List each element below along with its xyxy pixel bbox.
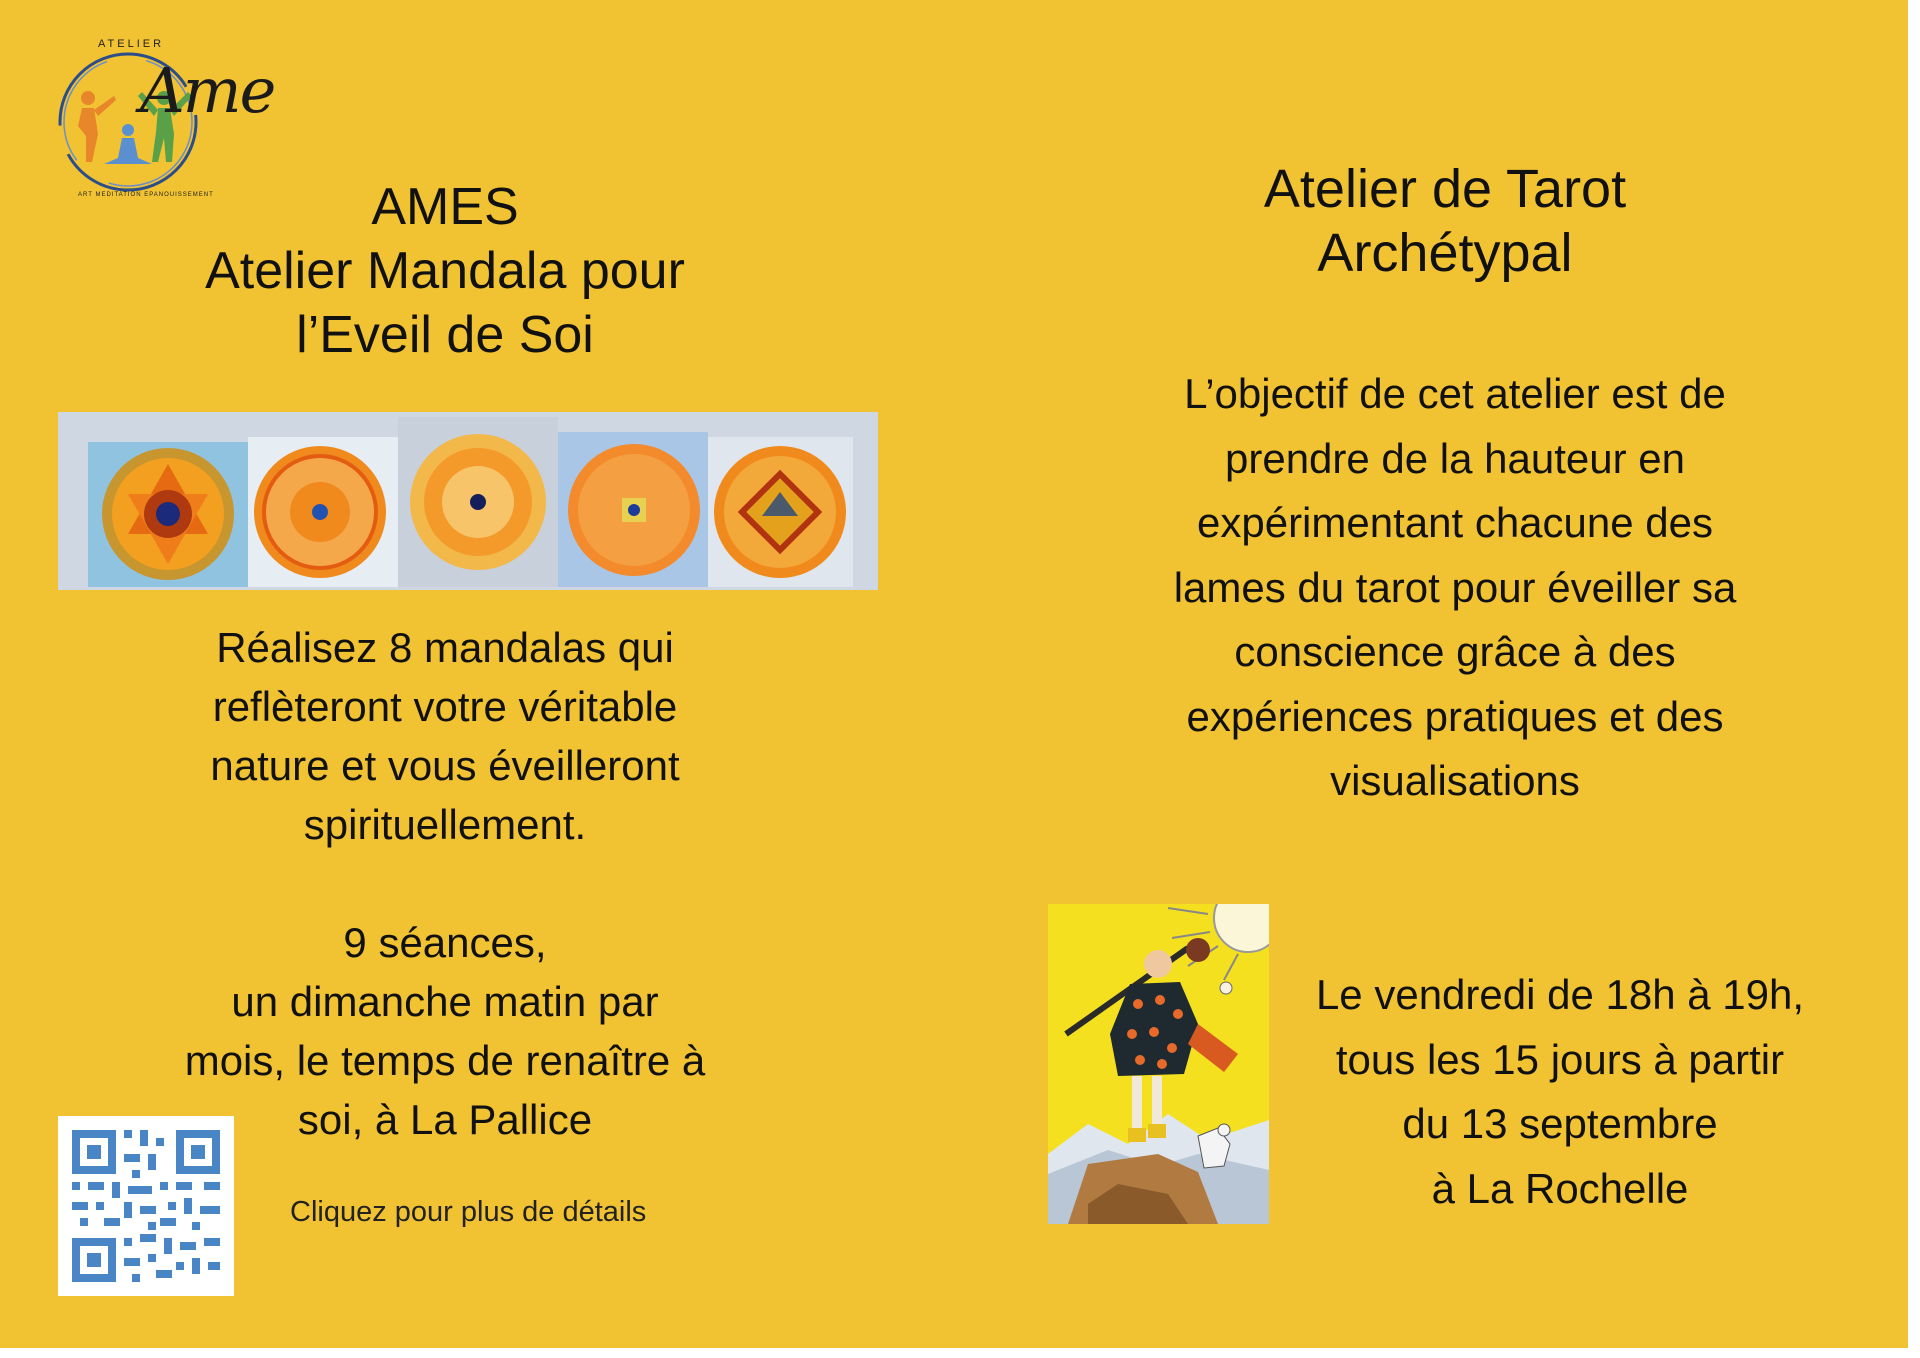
logo-wordmark: Ame xyxy=(140,54,275,127)
sessions-line: un dimanche matin par xyxy=(231,978,659,1025)
schedule-line: à La Rochelle xyxy=(1431,1164,1689,1212)
description-line: reflèteront votre véritable xyxy=(212,683,678,730)
tarot-workshop-title xyxy=(1125,157,1765,285)
qr-code[interactable] xyxy=(58,1116,234,1296)
mandala-workshop-title xyxy=(130,175,760,367)
details-link[interactable]: Cliquez pour plus de détails xyxy=(290,1196,647,1228)
logo-ring-text-bottom: ART MEDITATION EPANOUISSEMENT xyxy=(78,192,214,198)
description-line: spirituellement. xyxy=(303,801,587,848)
title-line: Archétypal xyxy=(1317,223,1573,283)
schedule-line: Le vendredi de 18h à 19h, xyxy=(1315,971,1805,1018)
description-line: Réalisez 8 mandalas qui xyxy=(216,624,674,671)
sessions-line: soi, à La Pallice xyxy=(297,1096,593,1143)
qr-code-icon xyxy=(58,1116,234,1296)
objective-line: L’objectif de cet atelier est de xyxy=(1184,370,1726,417)
tarot-objective xyxy=(1125,362,1785,814)
schedule-line: tous les 15 jours à partir xyxy=(1335,1035,1785,1083)
tarot-schedule xyxy=(1270,963,1850,1221)
objective-line: prendre de la hauteur en xyxy=(1224,434,1685,482)
description-line: nature et vous éveilleront xyxy=(210,742,680,789)
schedule-line: du 13 septembre xyxy=(1402,1100,1718,1147)
objective-line: expérimentant chacune des xyxy=(1197,499,1713,546)
title-line: Atelier de Tarot xyxy=(1263,159,1627,219)
sessions-line: mois, le temps de renaître à xyxy=(184,1037,706,1084)
logo-ring-text-top: ATELIER xyxy=(98,38,165,50)
fool-card-icon xyxy=(1048,904,1269,1224)
mandala-description xyxy=(130,618,760,1149)
title-line: l’Eveil de Soi xyxy=(296,306,594,364)
tarot-card-image xyxy=(1048,904,1269,1224)
title-line: Atelier Mandala pour xyxy=(205,242,685,300)
objective-line: expériences pratiques et des xyxy=(1186,692,1724,740)
mandala-photo-strip xyxy=(58,412,878,590)
sessions-line: 9 séances, xyxy=(343,919,547,966)
title-line: AMES xyxy=(371,178,519,236)
objective-line: lames du tarot pour éveiller sa xyxy=(1173,563,1737,611)
objective-line: conscience grâce à des xyxy=(1234,628,1676,675)
objective-line: visualisations xyxy=(1330,757,1580,804)
